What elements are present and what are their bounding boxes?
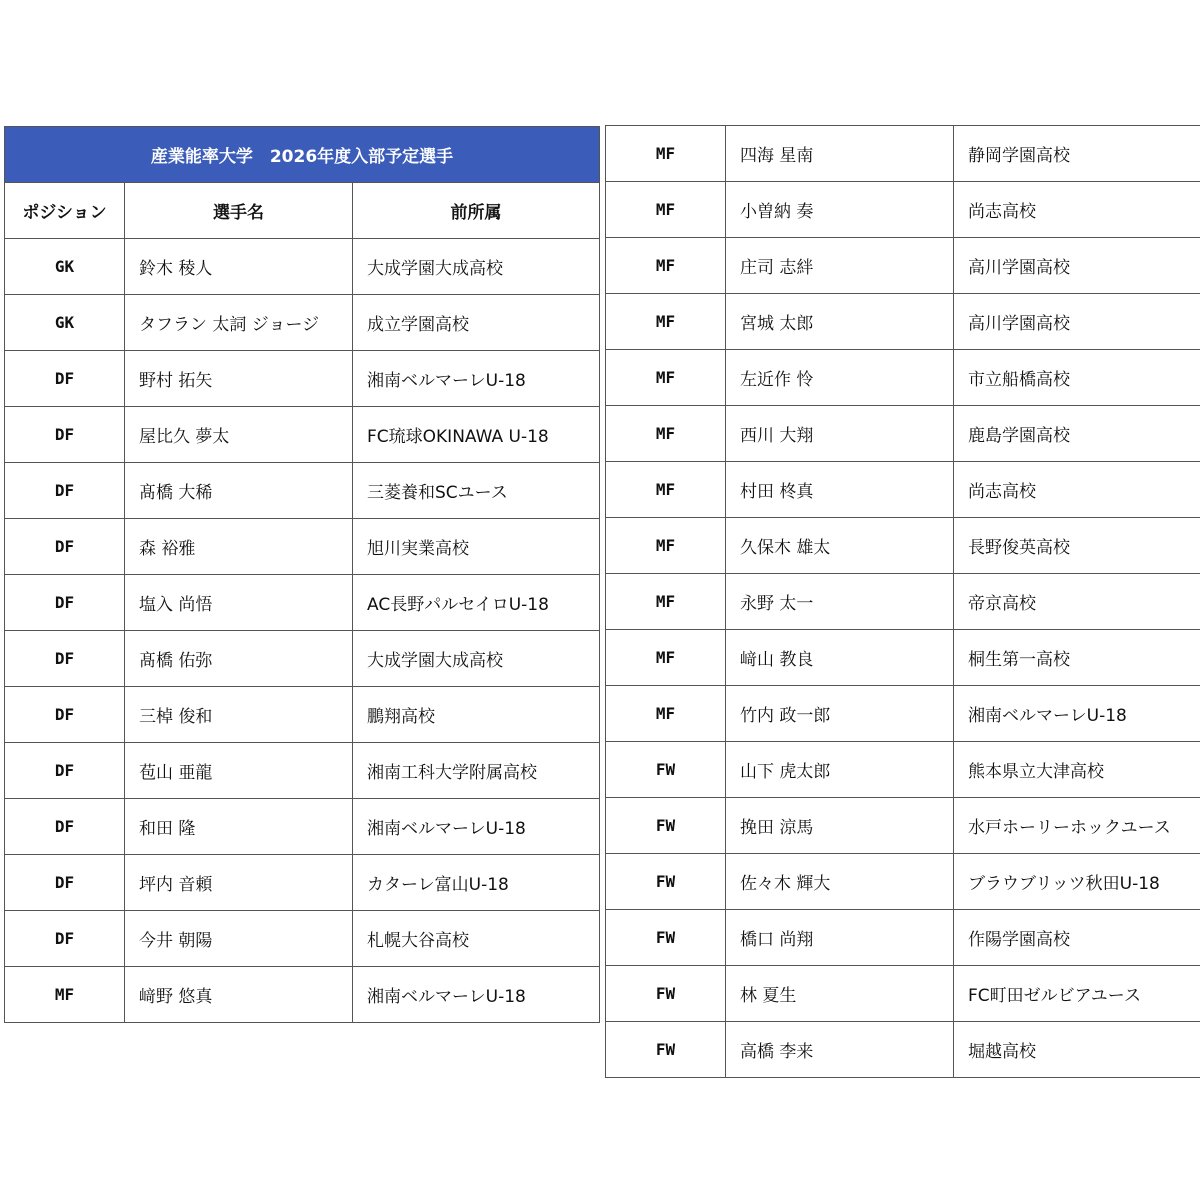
previous-team-cell: 湘南ベルマーレU-18 xyxy=(353,799,600,855)
player-name-cell: タフラン 太詞 ジョージ xyxy=(125,295,353,351)
previous-team-cell: 堀越高校 xyxy=(954,1022,1200,1078)
player-name-cell: 佐々木 輝大 xyxy=(726,854,954,910)
player-name-cell: 野村 拓矢 xyxy=(125,351,353,407)
table-row xyxy=(606,574,1200,630)
position-cell: MF xyxy=(606,630,726,686)
roster-table-right xyxy=(605,125,1200,1078)
player-name-cell: 和田 隆 xyxy=(125,799,353,855)
position-cell: GK xyxy=(5,239,125,295)
player-name-cell: 林 夏生 xyxy=(726,966,954,1022)
table-row xyxy=(5,519,600,575)
position-cell: MF xyxy=(606,294,726,350)
previous-team-cell: 帝京高校 xyxy=(954,574,1200,630)
player-name-cell: 小曽納 奏 xyxy=(726,182,954,238)
header-position: ポジション xyxy=(5,183,125,239)
previous-team-cell: 尚志高校 xyxy=(954,462,1200,518)
position-cell: MF xyxy=(606,406,726,462)
table-row xyxy=(5,407,600,463)
position-cell: MF xyxy=(606,126,726,182)
player-name-cell: 永野 太一 xyxy=(726,574,954,630)
player-name-cell: 今井 朝陽 xyxy=(125,911,353,967)
previous-team-cell: 湘南ベルマーレU-18 xyxy=(954,686,1200,742)
header-name: 選手名 xyxy=(125,183,353,239)
table-row xyxy=(5,463,600,519)
header-row xyxy=(5,183,600,239)
position-cell: GK xyxy=(5,295,125,351)
table-row xyxy=(5,799,600,855)
previous-team-cell: 鵬翔高校 xyxy=(353,687,600,743)
previous-team-cell: 大成学園大成高校 xyxy=(353,631,600,687)
position-cell: DF xyxy=(5,519,125,575)
table-row xyxy=(5,743,600,799)
previous-team-cell: 長野俊英高校 xyxy=(954,518,1200,574)
player-name-cell: 四海 星南 xyxy=(726,126,954,182)
previous-team-cell: 鹿島学園高校 xyxy=(954,406,1200,462)
previous-team-cell: 熊本県立大津高校 xyxy=(954,742,1200,798)
position-cell: FW xyxy=(606,854,726,910)
position-cell: DF xyxy=(5,575,125,631)
previous-team-cell: 桐生第一高校 xyxy=(954,630,1200,686)
position-cell: MF xyxy=(606,686,726,742)
position-cell: DF xyxy=(5,631,125,687)
table-row xyxy=(606,742,1200,798)
position-cell: DF xyxy=(5,855,125,911)
table-row xyxy=(606,406,1200,462)
previous-team-cell: 高川学園高校 xyxy=(954,238,1200,294)
position-cell: DF xyxy=(5,799,125,855)
previous-team-cell: 作陽学園高校 xyxy=(954,910,1200,966)
table-row xyxy=(606,686,1200,742)
position-cell: MF xyxy=(606,518,726,574)
previous-team-cell: FC琉球OKINAWA U-18 xyxy=(353,407,600,463)
player-name-cell: 髙橋 佑弥 xyxy=(125,631,353,687)
roster-table-left xyxy=(4,126,600,1023)
position-cell: MF xyxy=(606,238,726,294)
player-name-cell: 屋比久 夢太 xyxy=(125,407,353,463)
position-cell: DF xyxy=(5,743,125,799)
previous-team-cell: 大成学園大成高校 xyxy=(353,239,600,295)
player-name-cell: 左近作 怜 xyxy=(726,350,954,406)
player-name-cell: 山下 虎太郎 xyxy=(726,742,954,798)
previous-team-cell: 水戸ホーリーホックユース xyxy=(954,798,1200,854)
player-name-cell: 久保木 雄太 xyxy=(726,518,954,574)
table-row xyxy=(606,798,1200,854)
table-row xyxy=(606,1022,1200,1078)
table-row xyxy=(5,687,600,743)
position-cell: FW xyxy=(606,798,726,854)
position-cell: DF xyxy=(5,407,125,463)
table-row xyxy=(5,631,600,687)
player-name-cell: 竹内 政一郎 xyxy=(726,686,954,742)
position-cell: DF xyxy=(5,351,125,407)
player-name-cell: 坪内 音頼 xyxy=(125,855,353,911)
position-cell: FW xyxy=(606,910,726,966)
previous-team-cell: 湘南ベルマーレU-18 xyxy=(353,351,600,407)
table-row xyxy=(606,462,1200,518)
table-row xyxy=(5,967,600,1023)
position-cell: MF xyxy=(606,350,726,406)
table-row xyxy=(606,854,1200,910)
position-cell: MF xyxy=(606,182,726,238)
previous-team-cell: ブラウブリッツ秋田U-18 xyxy=(954,854,1200,910)
table-row xyxy=(606,238,1200,294)
previous-team-cell: 札幌大谷高校 xyxy=(353,911,600,967)
player-name-cell: 村田 柊真 xyxy=(726,462,954,518)
previous-team-cell: カターレ富山U-18 xyxy=(353,855,600,911)
previous-team-cell: 成立学園高校 xyxy=(353,295,600,351)
position-cell: MF xyxy=(606,574,726,630)
previous-team-cell: 湘南ベルマーレU-18 xyxy=(353,967,600,1023)
table-row xyxy=(5,575,600,631)
previous-team-cell: 市立船橋高校 xyxy=(954,350,1200,406)
player-name-cell: 橋口 尚翔 xyxy=(726,910,954,966)
table-row xyxy=(606,182,1200,238)
player-name-cell: 塩入 尚悟 xyxy=(125,575,353,631)
table-row xyxy=(5,855,600,911)
table-row xyxy=(606,518,1200,574)
position-cell: DF xyxy=(5,463,125,519)
table-title: 産業能率大学 2026年度入部予定選手 xyxy=(5,127,600,183)
player-name-cell: 苞山 亜龍 xyxy=(125,743,353,799)
player-name-cell: 髙橋 大稀 xyxy=(125,463,353,519)
player-name-cell: 挽田 涼馬 xyxy=(726,798,954,854)
table-row xyxy=(606,630,1200,686)
table-row xyxy=(606,350,1200,406)
table-row xyxy=(5,911,600,967)
player-name-cell: 﨑野 悠真 xyxy=(125,967,353,1023)
player-name-cell: 高橋 李来 xyxy=(726,1022,954,1078)
previous-team-cell: 高川学園高校 xyxy=(954,294,1200,350)
position-cell: FW xyxy=(606,1022,726,1078)
title-row xyxy=(5,127,600,183)
position-cell: DF xyxy=(5,687,125,743)
position-cell: DF xyxy=(5,911,125,967)
player-name-cell: 鈴木 稜人 xyxy=(125,239,353,295)
table-row xyxy=(606,126,1200,182)
player-name-cell: 庄司 志絆 xyxy=(726,238,954,294)
position-cell: FW xyxy=(606,742,726,798)
player-name-cell: 﨑山 教良 xyxy=(726,630,954,686)
previous-team-cell: 旭川実業高校 xyxy=(353,519,600,575)
table-row xyxy=(5,239,600,295)
previous-team-cell: 尚志高校 xyxy=(954,182,1200,238)
player-name-cell: 西川 大翔 xyxy=(726,406,954,462)
previous-team-cell: 静岡学園高校 xyxy=(954,126,1200,182)
previous-team-cell: FC町田ゼルビアユース xyxy=(954,966,1200,1022)
position-cell: MF xyxy=(606,462,726,518)
player-name-cell: 三棹 俊和 xyxy=(125,687,353,743)
table-row xyxy=(5,295,600,351)
table-row xyxy=(606,910,1200,966)
table-row xyxy=(606,966,1200,1022)
player-name-cell: 森 裕雅 xyxy=(125,519,353,575)
previous-team-cell: 三菱養和SCユース xyxy=(353,463,600,519)
position-cell: FW xyxy=(606,966,726,1022)
table-row xyxy=(5,351,600,407)
table-row xyxy=(606,294,1200,350)
header-previous: 前所属 xyxy=(353,183,600,239)
player-name-cell: 宮城 太郎 xyxy=(726,294,954,350)
previous-team-cell: AC長野パルセイロU-18 xyxy=(353,575,600,631)
previous-team-cell: 湘南工科大学附属高校 xyxy=(353,743,600,799)
position-cell: MF xyxy=(5,967,125,1023)
